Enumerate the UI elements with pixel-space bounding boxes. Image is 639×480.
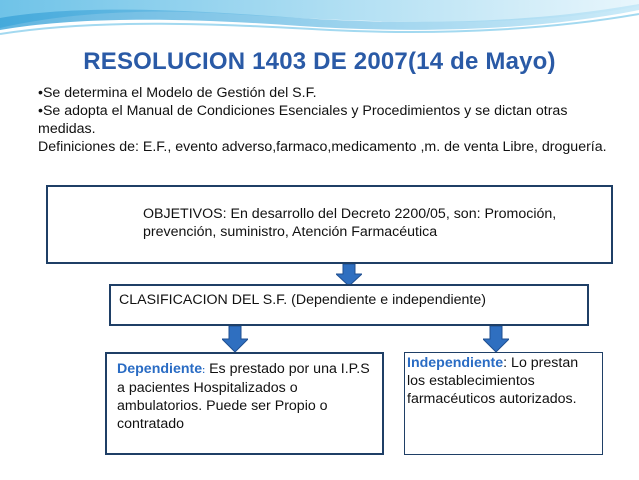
independiente-box	[404, 352, 603, 455]
dependiente-box	[105, 352, 384, 455]
slide-title: RESOLUCION 1403 DE 2007(14 de Mayo)	[83, 48, 556, 75]
independiente-keyword: Independiente	[407, 355, 504, 371]
objetivos-text: OBJETIVOS: En desarrollo del Decreto 2200/05, son: Promoción, prevención, suministro, Atención Farmacéutica	[143, 206, 557, 240]
arrow-down-icon	[483, 326, 509, 352]
clasificacion-text: CLASIFICACION DEL S.F. (Dependiente e independiente)	[119, 292, 486, 308]
bullet-modelo-gestion: •Se determina el Modelo de Gestión del S.F.	[38, 85, 317, 101]
intro-text	[38, 84, 618, 156]
independiente-text: : Lo prestan los establecimientos farmacéuticos autorizados.	[407, 355, 579, 407]
dependiente-colon: :	[202, 365, 206, 375]
arrow-down-icon	[336, 264, 362, 286]
dependiente-keyword: Dependiente	[117, 361, 203, 377]
arrow-down-icon	[222, 326, 248, 352]
clasificacion-box	[109, 284, 589, 326]
bullet-manual-condiciones: •Se adopta el Manual de Condiciones Esenciales y Procedimientos y se dictan otras medidas.	[38, 103, 568, 137]
definiciones-line: Definiciones de: E.F., evento adverso,farmaco,medicamento ,m. de venta Libre, droguería.	[38, 139, 607, 155]
dependiente-text: Es prestado por una I.P.S a pacientes Hospitalizados o ambulatorios. Puede ser Propio o contratado	[117, 361, 370, 432]
objetivos-box	[46, 185, 613, 264]
